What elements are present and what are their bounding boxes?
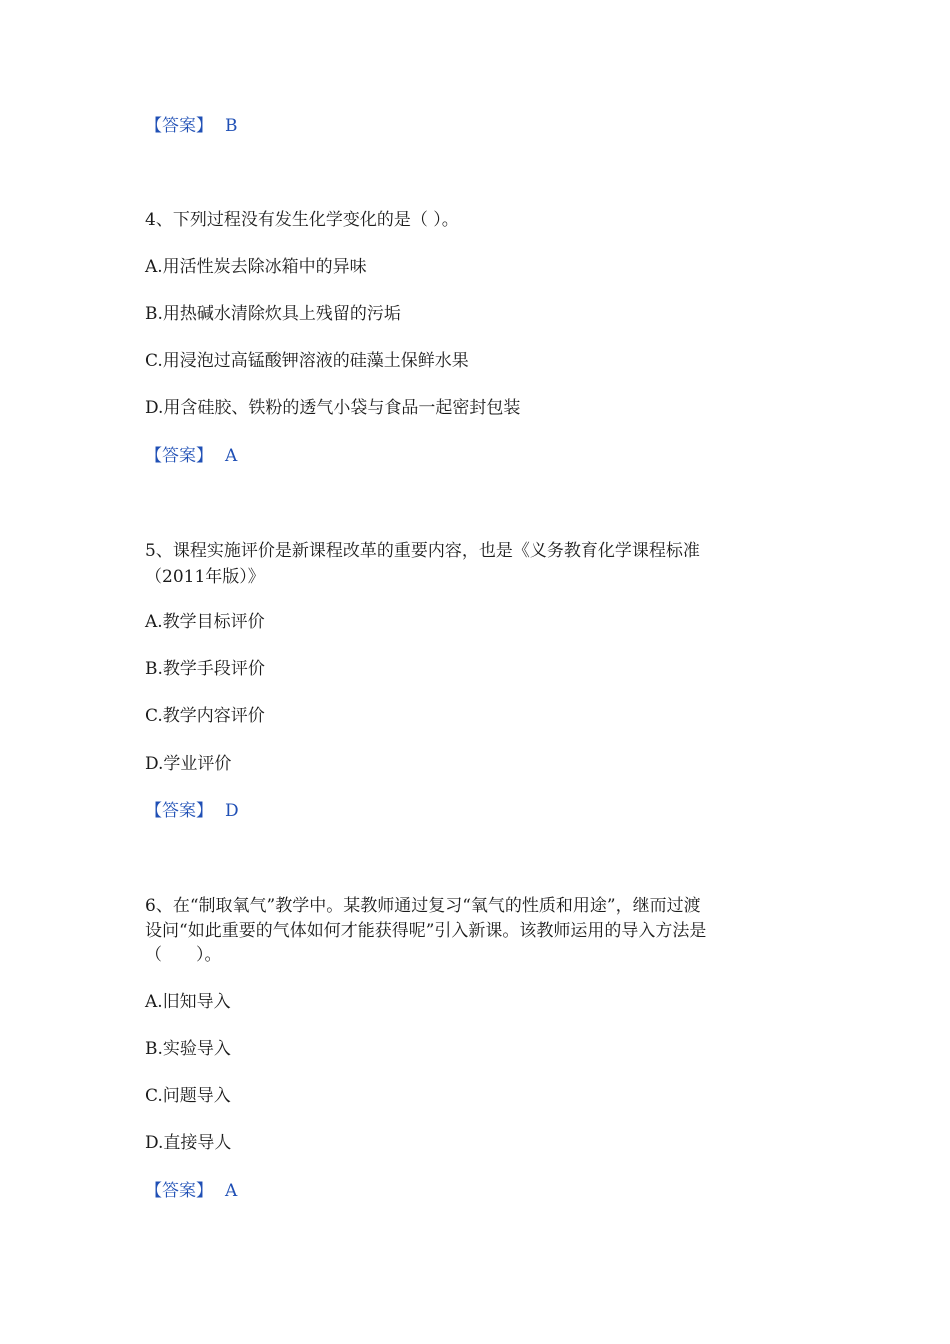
answer-label: 【答案】 [145,1181,213,1201]
question-6-option-a: A.旧知导入 [145,992,231,1012]
question-6-answer-row [145,1180,237,1202]
question-4-option-d: D.用含硅胶、铁粉的透气小袋与食品一起密封包装 [145,398,521,418]
question-6-option-d: D.直接导人 [145,1133,232,1153]
question-5-stem-line-1: 5、课程实施评价是新课程改革的重要内容，也是《义务教育化学课程标准 [145,541,700,561]
question-5-stem-line-2: （2011年版）》 [145,567,265,587]
answer-row-prev [145,115,238,137]
answer-value: B [225,116,238,136]
question-6-stem-line-2: 设问“如此重要的气体如何才能获得呢”引入新课。该教师运用的导入方法是 [145,921,707,941]
question-5-option-b: B.教学手段评价 [145,659,265,679]
answer-value: A [225,1181,238,1201]
answer-label: 【答案】 [145,446,213,466]
answer-value: A [225,446,238,466]
question-6-option-b: B.实验导入 [145,1039,231,1059]
question-4-answer-row [145,445,237,467]
question-5-option-d: D.学业评价 [145,754,232,774]
question-5-option-a: A.教学目标评价 [145,612,265,632]
answer-label: 【答案】 [145,801,213,821]
question-6-stem-line-1: 6、在“制取氧气”教学中。某教师通过复习“氧气的性质和用途”，继而过渡 [145,896,701,916]
question-6-option-c: C.问题导入 [145,1086,231,1106]
question-5-option-c: C.教学内容评价 [145,706,265,726]
answer-label: 【答案】 [145,116,213,136]
question-4-option-b: B.用热碱水清除炊具上残留的污垢 [145,304,401,324]
question-4-option-c: C.用浸泡过高锰酸钾溶液的硅藻土保鲜水果 [145,351,469,371]
question-5-answer-row [145,800,239,822]
question-4-option-a: A.用活性炭去除冰箱中的异味 [145,257,367,277]
answer-value: D [225,801,239,821]
question-6-stem-line-3: （ ）。 [145,945,222,965]
question-4-stem: 4、下列过程没有发生化学变化的是（ ）。 [145,210,459,230]
